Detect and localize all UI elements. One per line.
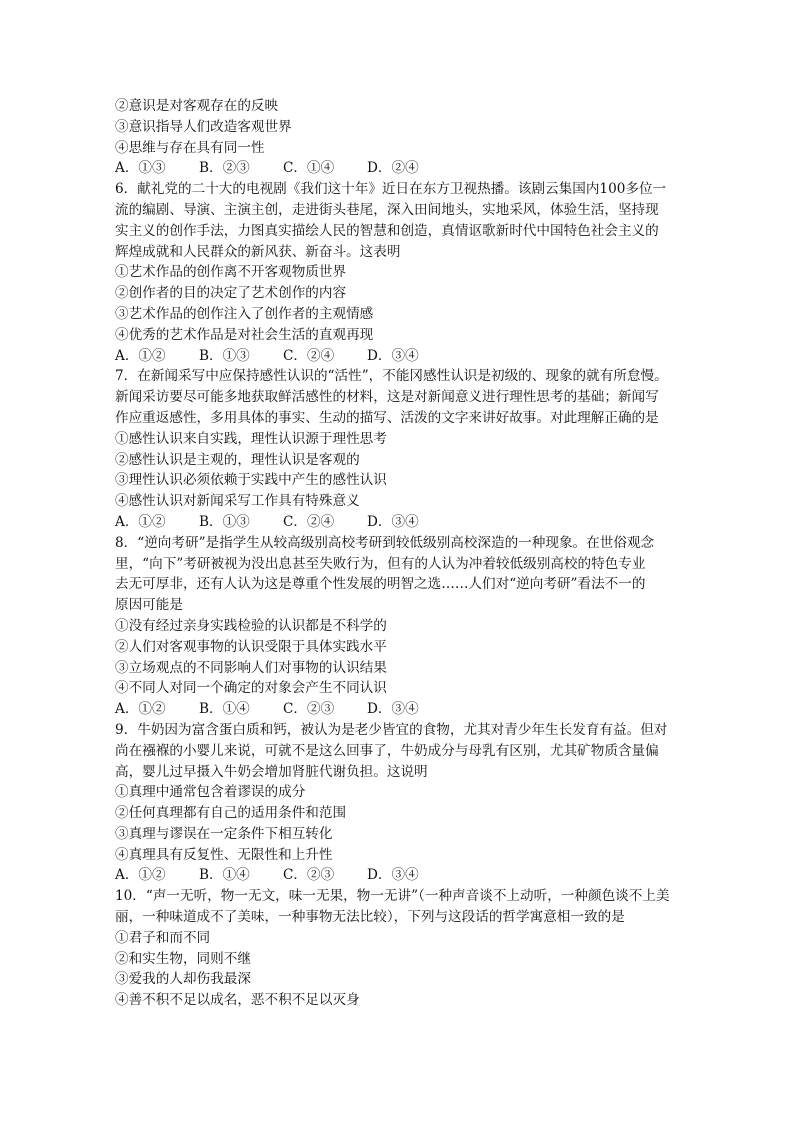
statement-line: ②人们对客观事物的认识受限于具体实践水平 (115, 638, 387, 655)
statement-line: ④感性认识对新闻采写工作具有特殊意义 (115, 493, 360, 510)
statement-line: ④善不积不足以成名，恶不积不足以灭身 (115, 992, 360, 1009)
statement-line: ④不同人对同一个确定的对象会产生不同认识 (115, 680, 387, 697)
question-stem-start: 6．献礼党的二十大的电视剧《我们这十年》近日在东方卫视热播。该剧云集国内100多位一 (115, 181, 667, 198)
statement-line: ②创作者的目的决定了艺术创作的内容 (115, 285, 347, 302)
answer-option: C．①④ (283, 160, 335, 177)
statement-line: ③真理与谬误在一定条件下相互转化 (115, 825, 333, 842)
question-text-line: 去无可厚非，还有人认为这是尊重个性发展的明智之选……人们对“逆向考研”看法不一的 (115, 576, 646, 593)
answer-option: A．①② (115, 701, 166, 718)
answer-option: C．②③ (283, 701, 335, 718)
statement-line: ③理性认识必须依赖于实践中产生的感性认识 (115, 472, 387, 489)
answer-option: B．①③ (199, 513, 250, 530)
question-text-line: 作应重返感性，多用具体的事实、生动的描写、活泼的文字来讲好故事。对此理解正确的是 (115, 409, 659, 426)
answer-option: D．②④ (367, 160, 419, 177)
question-text-line: 实主义的创作手法，力图真实描绘人民的智慧和创造，真情讴歌新时代中国特色社会主义的 (115, 222, 659, 239)
answer-options (115, 346, 685, 367)
answer-option: A．①② (115, 347, 166, 364)
answer-option: A．①③ (115, 160, 166, 177)
answer-option: C．②③ (283, 867, 335, 884)
question-text-line: 里，“向下”考研被视为没出息甚至失败行为，但有的人认为冲着较低级别高校的特色专业 (115, 555, 646, 572)
answer-option: D．③④ (367, 867, 419, 884)
question-stem-start: 7．在新闻采写中应保持感性认识的“活性”，不能冈感性认识是初级的、现象的就有所怠慢。 (115, 368, 668, 385)
statement-line: ①感性认识来自实践，理性认识源于理性思考 (115, 430, 387, 447)
statement-line: ①没有经过亲身实践检验的认识都是不科学的 (115, 617, 387, 634)
question-stem-start: 10．“声一无听，物一无文，味一无果，物一无讲”（一种声音谈不上动听，一种颜色谈不上美 (115, 888, 670, 905)
statement-line: ①真理中通常包含着谬误的成分 (115, 784, 306, 801)
question-stem-start: 8．“逆向考研”是指学生从较高级别高校考研到较低级别高校深造的一种现象。在世俗观念 (115, 534, 655, 551)
answer-option: D．③④ (367, 513, 419, 530)
question-text-line: 辉煌成就和人民群众的新风获、新奋斗。这表明 (115, 243, 401, 260)
question-text-line: 尚在襁褓的小婴儿来说，可就不是这么回事了，牛奶成分与母乳有区别，尤其矿物质含量偏 (115, 742, 659, 759)
statement-line: ②感性认识是主观的，理性认识是客观的 (115, 451, 360, 468)
statement-line: ③爱我的人却伤我最深 (115, 971, 251, 988)
statement-line: ③立场观点的不同影响人们对事物的认识结果 (115, 659, 387, 676)
statement-line: ④优秀的艺术作品是对社会生活的直观再现 (115, 326, 374, 343)
answer-option: B．①④ (199, 867, 250, 884)
answer-option: B．①④ (199, 701, 250, 718)
question-text-line: 丽，一种味道成不了美味，一种事物无法比较），下列与这段话的哲学寓意相一致的是 (115, 909, 625, 926)
statement-line: ①君子和而不同 (115, 929, 211, 946)
answer-option: B．②③ (199, 160, 250, 177)
answer-option: A．①② (115, 867, 166, 884)
answer-option: A．①② (115, 513, 166, 530)
question-text-line: 高，婴儿过早摄入牛奶会增加肾脏代谢负担。这说明 (115, 763, 428, 780)
statement-line: ③艺术作品的创作注入了创作者的主观情感 (115, 305, 374, 322)
answer-option: C．②④ (283, 347, 335, 364)
question-text-line: 流的编剧、导演、主演主创，走进街头巷尾，深入田间地头，实地采风，体验生活，坚持现 (115, 201, 659, 218)
answer-options (115, 512, 685, 533)
statement-line: ②和实生物，同则不继 (115, 950, 251, 967)
answer-option: D．③④ (367, 701, 419, 718)
statement-line: ②任何真理都有自己的适用条件和范围 (115, 805, 347, 822)
page-content (115, 96, 685, 1011)
answer-option: B．①③ (199, 347, 250, 364)
statement-line: ②意识是对客观存在的反映 (115, 98, 279, 114)
statement-line: ④思维与存在具有同一性 (115, 139, 265, 156)
question-text-line: 原因可能是 (115, 597, 183, 614)
answer-options (115, 158, 685, 179)
question-stem-start: 9．牛奶因为富含蛋白质和钙，被认为是老少皆宜的食物，尤其对青少年生长发育有益。但对 (115, 721, 668, 738)
statement-line: ④真理具有反复性、无限性和上升性 (115, 846, 333, 863)
answer-option: C．②④ (283, 513, 335, 530)
question-text-line: 新闻采访要尽可能多地获取鲜活感性的材料，这是对新闻意义进行理性思考的基础；新闻写 (115, 389, 659, 406)
answer-options (115, 699, 685, 720)
answer-options (115, 865, 685, 886)
answer-option: D．③④ (367, 347, 419, 364)
statement-line: ①艺术作品的创作离不开客观物质世界 (115, 264, 347, 281)
statement-line: ③意识指导人们改造客观世界 (115, 118, 292, 135)
